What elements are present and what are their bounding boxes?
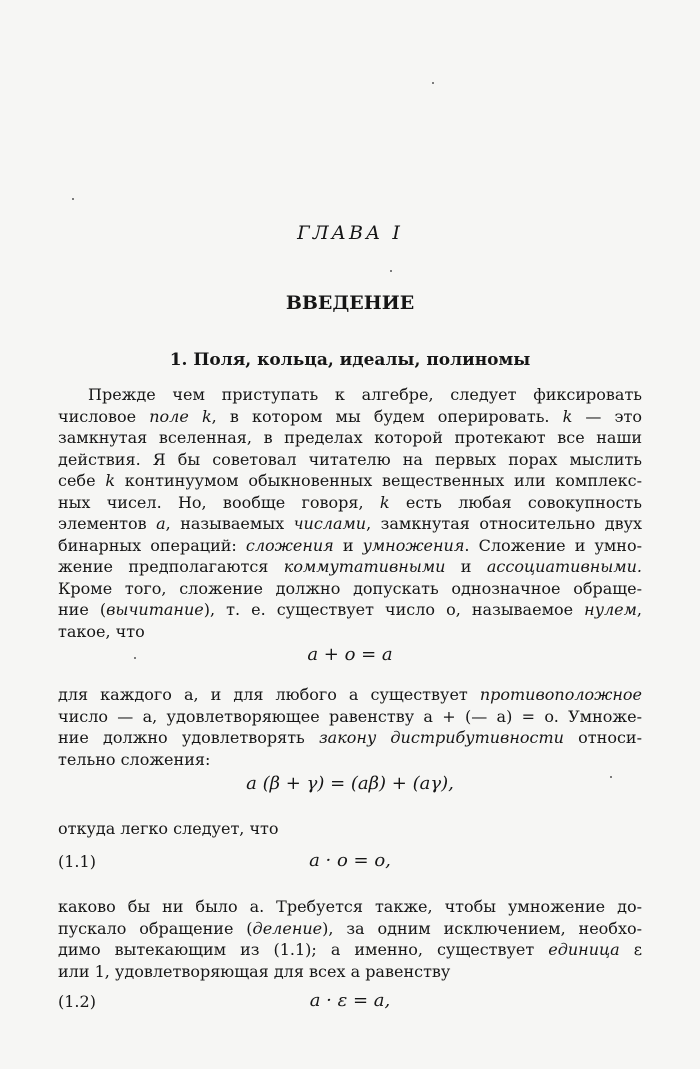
- line: замкнутая вселенная, в пределах которой протекают все наши: [58, 428, 642, 447]
- print-speck: [432, 82, 434, 84]
- chapter-title: ВВЕДЕНИЕ: [285, 292, 415, 314]
- symbol: a: [156, 514, 166, 533]
- line: [58, 556, 642, 578]
- text: элементов: [58, 514, 157, 533]
- term: поле k: [149, 406, 212, 426]
- term: закону дистрибутивности: [318, 728, 564, 747]
- text: ), за одним исключением, необхо-: [322, 918, 642, 938]
- line: Кроме того, сложение должно допускать однозначное обраще-: [58, 578, 642, 598]
- text: бинарных операций:: [58, 535, 246, 555]
- equation-1-1: a · o = o,: [309, 850, 391, 871]
- line: [58, 918, 642, 940]
- term: числами: [293, 514, 367, 533]
- formula-distributive: a (β + γ) = (aβ) + (aγ),: [246, 773, 454, 794]
- line: действия. Я бы советовал читателю на первых порах мыслить: [58, 449, 642, 469]
- symbol: k: [562, 406, 573, 426]
- print-speck: [72, 198, 74, 200]
- text: , в котором мы будем оперировать.: [211, 406, 563, 426]
- formula-zero: a + o = a: [307, 644, 393, 665]
- symbol: k: [105, 471, 116, 490]
- paragraph-1: [58, 384, 642, 642]
- term: противоположное: [479, 685, 642, 704]
- text: ), т. е. существует число o, называемое: [203, 600, 585, 619]
- text: жение предполагаются: [58, 557, 284, 576]
- line: [58, 727, 642, 749]
- line: [58, 470, 642, 492]
- print-speck: [610, 776, 612, 778]
- equation-1-2: a · ε = a,: [309, 990, 391, 1011]
- term: сложения: [245, 535, 334, 555]
- text: есть любая совокупность: [389, 492, 642, 512]
- line: откуда легко следует, что: [58, 819, 279, 838]
- text: ние должно удовлетворять: [58, 728, 319, 747]
- text: , называемых: [165, 514, 294, 533]
- text: континуумом обыкновенных вещественных или комплекс-: [115, 471, 642, 490]
- print-speck: [134, 657, 136, 659]
- line: [58, 939, 642, 961]
- term: нулем: [584, 600, 637, 619]
- line: [58, 684, 642, 706]
- line: каково бы ни было a. Требуется также, чтобы умножение до-: [58, 897, 642, 916]
- text: ных чисел. Но, вообще говоря,: [58, 492, 380, 512]
- term: коммутативными: [283, 557, 446, 576]
- line: тельно сложения:: [58, 749, 211, 769]
- line: [58, 599, 642, 621]
- text: пускало обращение (: [58, 918, 253, 938]
- text: числовое: [58, 406, 150, 426]
- text: для каждого a, и для любого a существует: [58, 685, 480, 704]
- line: или 1, удовлетворяющая для всех a равенству: [58, 961, 451, 981]
- paragraph-3: [58, 818, 642, 840]
- line: [58, 492, 642, 514]
- text: , замкнутая относительно двух: [366, 514, 643, 533]
- text: димо вытекающим из (1.1); а именно, существует: [58, 940, 549, 959]
- text: и: [445, 557, 487, 576]
- term: вычитание: [106, 600, 204, 619]
- line: [58, 513, 642, 535]
- term: единица: [548, 940, 620, 959]
- section-title: 1. Поля, кольца, идеалы, полиномы: [169, 350, 531, 370]
- line: Прежде чем приступать к алгебре, следует фиксировать: [88, 385, 642, 404]
- term: ассоциативными.: [486, 557, 642, 576]
- text: относи-: [563, 728, 642, 747]
- chapter-label: ГЛАВА I: [297, 222, 403, 244]
- line: [58, 406, 642, 428]
- paragraph-4: [58, 896, 642, 982]
- line: такое, что: [58, 621, 145, 641]
- symbol: k: [379, 492, 390, 512]
- paragraph-2: [58, 684, 642, 770]
- term: деление: [252, 918, 323, 938]
- text: ε: [619, 940, 643, 959]
- text: себе: [58, 471, 106, 490]
- equation-number-1-1: (1.1): [58, 852, 96, 871]
- equation-number-1-2: (1.2): [58, 992, 96, 1011]
- term: умножения: [362, 535, 465, 555]
- text: — это: [572, 406, 642, 426]
- line: число — a, удовлетворяющее равенству a + (— a) = o. Умноже-: [58, 706, 642, 726]
- comma: ,: [636, 600, 643, 619]
- text: ние (: [58, 600, 107, 619]
- text: . Сложение и умно-: [464, 535, 643, 555]
- line: [58, 535, 642, 557]
- print-speck: [390, 270, 392, 272]
- text: и: [333, 535, 363, 555]
